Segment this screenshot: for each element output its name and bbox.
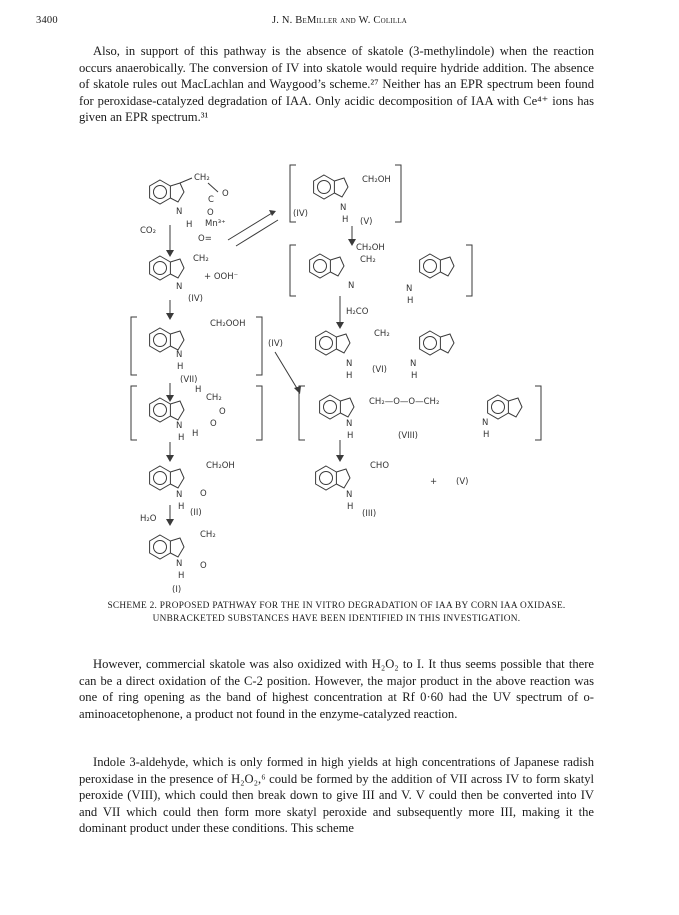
svg-text:H: H (411, 371, 418, 381)
svg-text:H: H (346, 371, 353, 381)
svg-text:CH₂OH: CH₂OH (362, 175, 391, 185)
svg-text:H: H (178, 571, 185, 581)
svg-text:+ OOH⁻: + OOH⁻ (204, 272, 239, 282)
svg-text:O: O (200, 561, 207, 571)
svg-text:H: H (177, 362, 184, 372)
svg-text:H₂CO: H₂CO (346, 307, 369, 317)
scheme-caption: SCHEME 2. PROPOSED PATHWAY FOR THE IN VITRO DEGRADATION OF IAA BY CORN IAA OXIDASE. UNBRACKETED SUBSTANCES HAVE BEEN IDENTIFIED IN THIS INVESTIGATION. (107, 601, 566, 624)
svg-text:CH₂: CH₂ (194, 173, 210, 183)
indolylmethyl-radical (150, 254, 238, 304)
svg-text:(V): (V) (360, 217, 373, 227)
svg-text:H: H (178, 433, 185, 443)
svg-text:CH₂: CH₂ (206, 393, 222, 403)
paragraph-3: Indole 3-aldehyde, which is only formed in high yields at high concentrations of Japanese radish peroxidase in the presence of H₂O₂,⁶ could be formed by the addition of VII across IV to form skatyl peroxide (VIII), which could then break down to give III and V. V could then be converted into IV and VII which could then form more skatyl peroxide and subsequently more III, making it the dominant product under these conditions. This scheme (79, 755, 594, 836)
svg-text:N: N (340, 203, 347, 213)
compound-V (314, 175, 391, 227)
svg-text:N: N (176, 282, 183, 292)
svg-text:H₂O: H₂O (140, 514, 157, 524)
svg-text:N: N (348, 281, 355, 291)
svg-text:(VII): (VII) (180, 375, 198, 385)
compound-III (316, 461, 469, 519)
svg-text:N: N (406, 284, 413, 294)
svg-text:O: O (200, 489, 207, 499)
compound-VII (150, 319, 246, 385)
svg-text:+: + (430, 477, 438, 487)
svg-text:CH₂OOH: CH₂OOH (210, 319, 246, 329)
svg-text:(VIII): (VIII) (398, 431, 418, 441)
svg-text:O: O (219, 407, 226, 417)
svg-text:N: N (176, 559, 183, 569)
iaa-mn-complex (140, 173, 229, 244)
svg-text:H: H (178, 502, 185, 512)
svg-text:H: H (195, 385, 202, 395)
svg-text:H: H (186, 220, 193, 230)
svg-text:(IV): (IV) (293, 209, 308, 219)
svg-text:N: N (176, 207, 183, 217)
svg-text:CH₂: CH₂ (360, 255, 376, 265)
svg-text:N: N (410, 359, 417, 369)
svg-text:H: H (342, 215, 349, 225)
svg-text:CH₂—O—O—CH₂: CH₂—O—O—CH₂ (369, 397, 440, 407)
svg-text:CHO: CHO (370, 461, 390, 471)
svg-text:N: N (176, 490, 183, 500)
compound-VI-hydroxy (310, 243, 454, 306)
svg-text:(I): (I) (172, 585, 182, 595)
svg-text:(V): (V) (456, 477, 469, 487)
svg-text:N: N (176, 421, 183, 431)
svg-text:O: O (207, 208, 214, 218)
svg-text:N: N (176, 350, 183, 360)
svg-text:C: C (208, 195, 214, 205)
paragraph-1: Also, in support of this pathway is the absence of skatole (3-methylindole) when the reaction occurs anaerobically. The conversion of IV into skatole would require hydride addition. The absence of skatole rules out MacLachlan and Waygood’s scheme.²⁷ Neither has an EPR spectrum been found for peroxidase-catalyzed degradation of IAA. Only acidic decomposition of IAA with Ce⁴⁺ ions has given an EPR spectrum.³¹ (79, 44, 594, 125)
svg-text:CH₂OH: CH₂OH (356, 243, 385, 253)
svg-text:O: O (222, 189, 229, 199)
cyclic-peroxide-intermediate (150, 385, 226, 443)
svg-text:N: N (482, 418, 489, 428)
svg-text:(VI): (VI) (372, 365, 387, 375)
compound-VI (316, 329, 454, 381)
svg-text:N: N (346, 419, 353, 429)
svg-text:CH₂: CH₂ (193, 254, 209, 264)
svg-text:H: H (347, 502, 354, 512)
svg-text:(IV): (IV) (188, 294, 203, 304)
svg-text:Mn³⁺: Mn³⁺ (205, 219, 226, 229)
svg-text:CO₂: CO₂ (140, 226, 157, 236)
svg-text:(IV): (IV) (268, 339, 283, 349)
svg-text:H: H (192, 429, 199, 439)
running-header-authors: J. N. BeMiller and W. Colilla (271, 15, 408, 26)
svg-text:CH₂OH: CH₂OH (206, 461, 235, 471)
svg-text:CH₂: CH₂ (374, 329, 390, 339)
paragraph-2: However, commercial skatole was also oxidized with H₂O₂ to I. It thus seems possible that there can be a direct oxidation of the C-2 position. However, the major product in the above reaction was one of ring opening as the band of highest concentration at Rf 0·60 had the UV spectrum of o-aminoacetophenone, a product not found in the enzyme-catalyzed reaction. (79, 657, 594, 721)
svg-text:H: H (347, 431, 354, 441)
compound-VIII (320, 395, 522, 441)
svg-text:N: N (346, 490, 353, 500)
svg-text:O=: O= (198, 234, 212, 244)
page-number: 3400 (36, 15, 58, 26)
svg-text:(II): (II) (190, 508, 202, 518)
svg-text:H: H (407, 296, 414, 306)
svg-text:N: N (346, 359, 353, 369)
compound-I (150, 530, 216, 595)
svg-text:H: H (483, 430, 490, 440)
compound-II (140, 461, 235, 524)
svg-text:(III): (III) (362, 509, 377, 519)
svg-text:O: O (210, 419, 217, 429)
svg-text:CH₂: CH₂ (200, 530, 216, 540)
